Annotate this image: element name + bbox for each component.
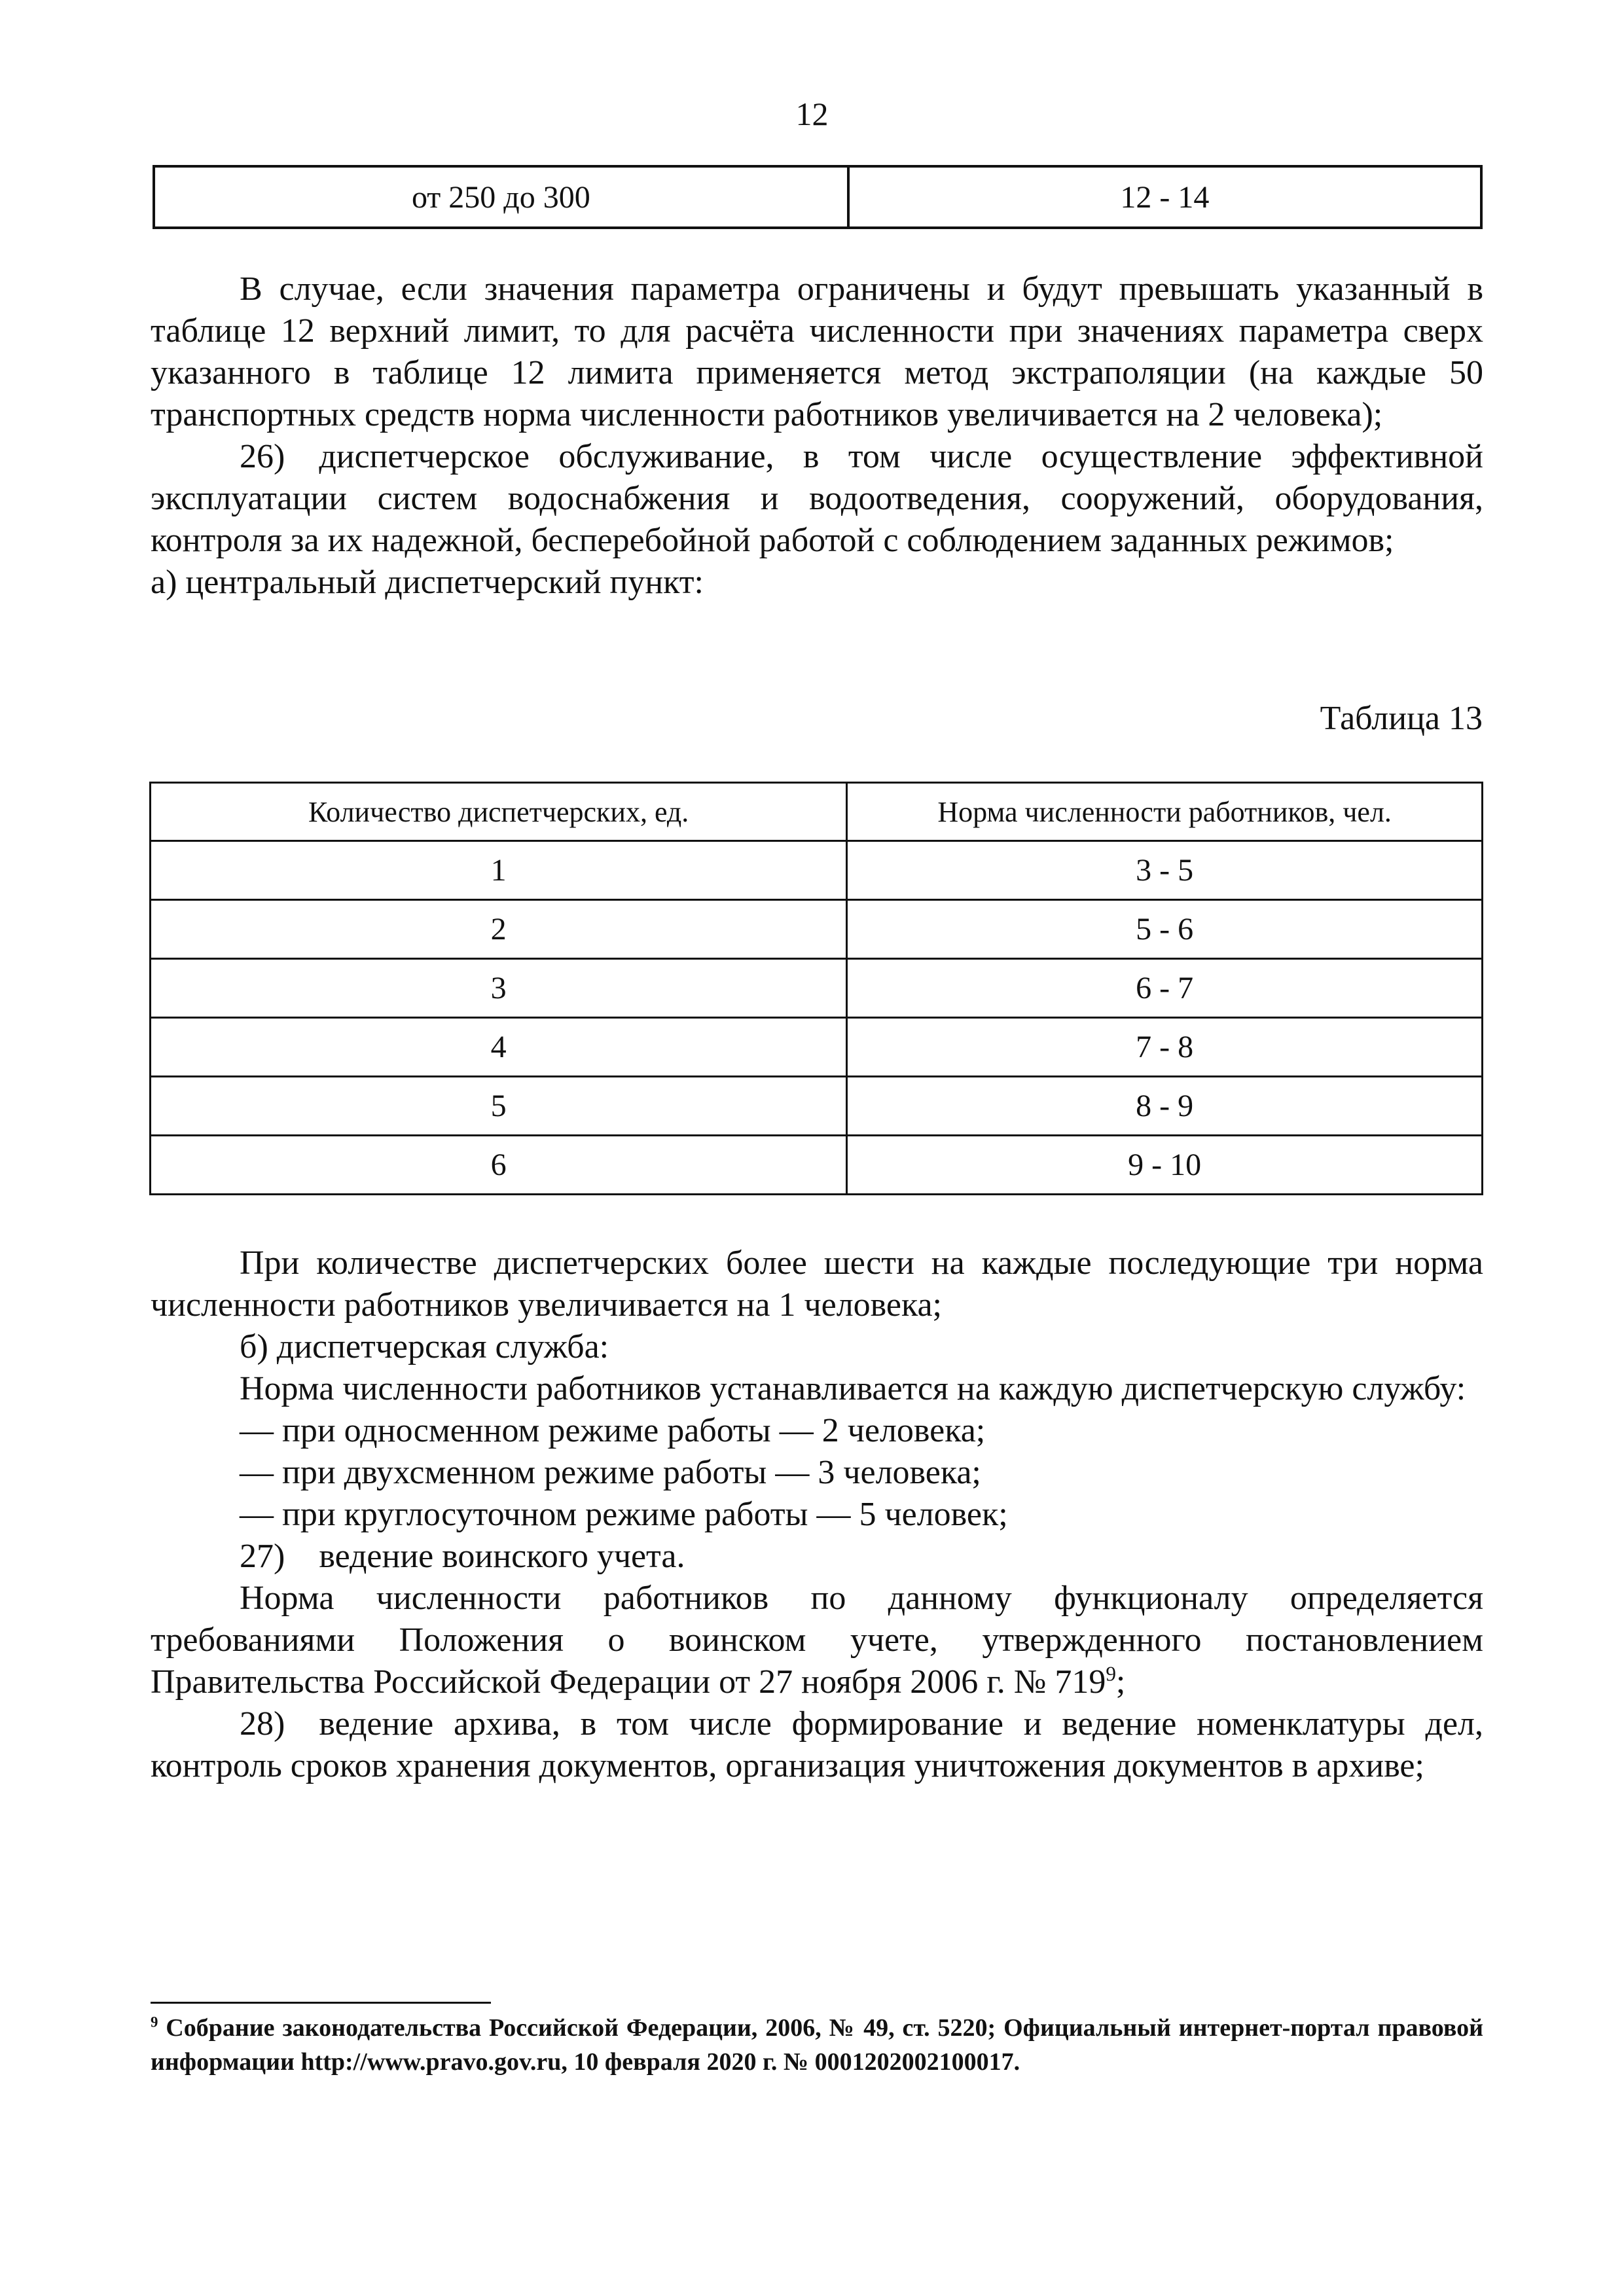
footnote	[151, 2011, 1483, 2079]
table-row	[151, 841, 1483, 900]
table-row	[151, 1077, 1483, 1136]
paragraph-military	[151, 1578, 1483, 1703]
table-13-caption: Таблица 13	[1320, 700, 1483, 737]
table-header-row	[151, 783, 1483, 841]
item-26: 26) диспетчерское обслуживание, в том числе осуществление эффективной эксплуатации систем водоснабжения и водоотведения, сооружений, оборудования, контроля за их надежной, бесперебойной работой с соблюдением заданных режимов;	[151, 438, 1483, 559]
count-cell: 4	[151, 1018, 847, 1077]
norm-cell: 5 - 6	[847, 900, 1483, 959]
table-13	[149, 782, 1483, 1195]
table-12-continuation	[153, 165, 1483, 229]
range-cell: от 250 до 300	[154, 166, 848, 228]
upper-text-block	[151, 268, 1483, 604]
count-cell: 6	[151, 1136, 847, 1195]
norm-cell: 12 - 14	[848, 166, 1481, 228]
norm-cell: 8 - 9	[847, 1077, 1483, 1136]
lower-text-block	[151, 1242, 1483, 1787]
paragraph-extrapolation: В случае, если значения параметра ограничены и будут превышать указанный в таблице 12 верхний лимит, то для расчёта численности при значениях параметра сверх указанного в таблице 12 лимита применяется метод экстраполяции (на каждые 50 транспортных средств норма численности работников увеличивается на 2 человека);	[151, 270, 1483, 433]
count-cell: 2	[151, 900, 847, 959]
count-cell: 3	[151, 959, 847, 1018]
page-number: 12	[795, 96, 829, 132]
paragraph-norm-service: Норма численности работников устанавливается на каждую диспетчерскую службу:	[240, 1370, 1466, 1407]
item-28: 28) ведение архива, в том числе формирование и ведение номенклатуры дел, контроль сроков хранения документов, организация уничтожения документов в архиве;	[151, 1705, 1483, 1784]
table-row	[151, 959, 1483, 1018]
shift-two: — при двухсменном режиме работы — 3 человека;	[240, 1454, 981, 1491]
table-row	[151, 900, 1483, 959]
item-26a: а) центральный диспетчерский пункт:	[151, 564, 704, 601]
header-norm: Норма численности работников, чел.	[847, 783, 1483, 841]
norm-cell: 6 - 7	[847, 959, 1483, 1018]
paragraph-military-text: Норма численности работников по данному функционалу определяется требованиями Положения о воинском учете, утвержденного постановлением Правительства Российской Федерации от 27 ноября 2006 г. № 719	[151, 1580, 1483, 1701]
count-cell: 5	[151, 1077, 847, 1136]
table-row	[151, 1136, 1483, 1195]
item-27: 27) ведение воинского учета.	[240, 1538, 685, 1575]
count-cell: 1	[151, 841, 847, 900]
footnote-text: Собрание законодательства Российской Федерации, 2006, № 49, ст. 5220; Официальный интернет-портал правовой информации http://www.pravo.gov.ru, 10 февраля 2020 г. № 0001202002100017.	[151, 2014, 1483, 2076]
norm-cell: 7 - 8	[847, 1018, 1483, 1077]
paragraph-more-than-six: При количестве диспетчерских более шести на каждые последующие три норма численности работников увеличивается на 1 человека;	[151, 1244, 1483, 1324]
header-count: Количество диспетчерских, ед.	[151, 783, 847, 841]
shift-round: — при круглосуточном режиме работы — 5 человек;	[240, 1496, 1008, 1533]
shift-one: — при односменном режиме работы — 2 человека;	[240, 1412, 986, 1449]
footnote-mark: 9	[151, 2014, 158, 2031]
norm-cell: 3 - 5	[847, 841, 1483, 900]
footnote-separator	[151, 2002, 491, 2004]
paragraph-military-end: ;	[1115, 1663, 1126, 1701]
norm-cell: 9 - 10	[847, 1136, 1483, 1195]
footnote-reference[interactable]: 9	[1106, 1662, 1116, 1686]
table-row	[151, 1018, 1483, 1077]
table-row	[154, 166, 1481, 228]
item-26b: б) диспетчерская служба:	[240, 1328, 609, 1365]
